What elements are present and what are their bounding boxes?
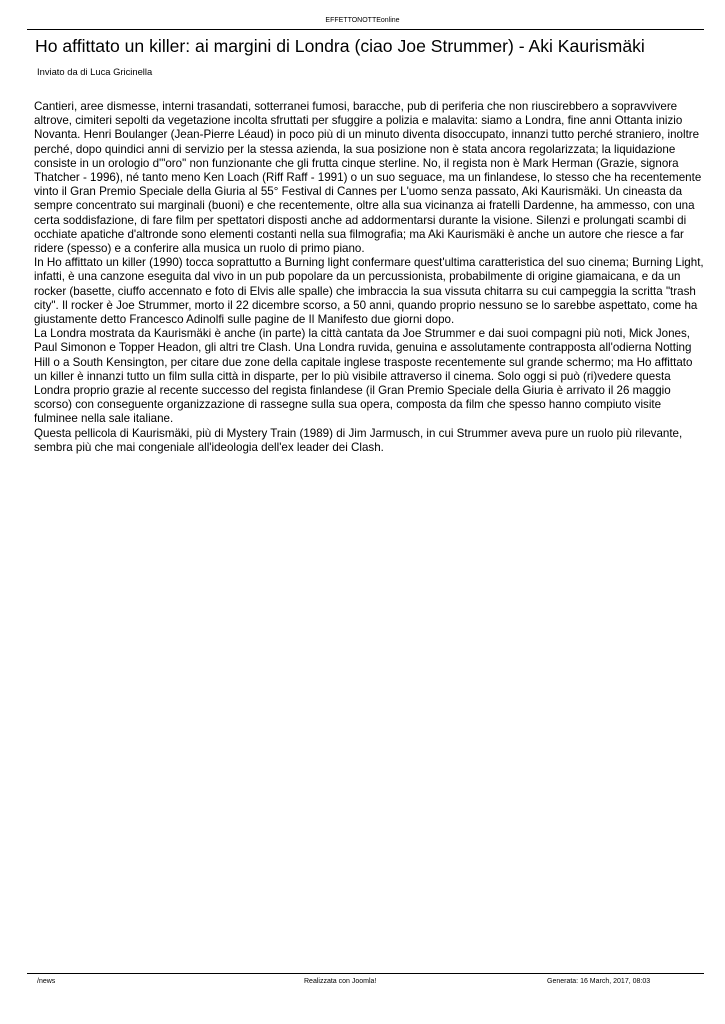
article-title: Ho affittato un killer: ai margini di Londra (ciao Joe Strummer) - Aki Kaurismäki — [35, 36, 645, 56]
site-footer — [0, 977, 725, 987]
footer-divider — [27, 973, 704, 974]
site-name: EFFETTONOTTEonline — [325, 17, 400, 24]
site-header — [0, 16, 725, 25]
footer-generated-date: Generata: 16 March, 2017, 08:03 — [547, 978, 651, 985]
article-paragraph: Cantieri, aree dismesse, interni trasandati, sotterranei fumosi, baracche, pub di periferia che non riuscirebbero a sopravvivere altrove, cimiteri sepolti da vegetazione incolta sfruttati per sfuggire a polizia e malavita: siamo a Londra, fine anni Ottanta inizio Novanta. Henri Boulanger (Jean-Pierre Léaud) in poco più di un minuto diventa disoccupato, innanzi tutto perché straniero, inoltre perché, dopo quindici anni di servizio per la stessa azienda, la sua posizione non è stata ancora regolarizzata; la liquidazione consiste in un orologio d'"oro" non funzionante che gli frutta cinque sterline. No, il regista non è Mark Herman (Grazie, signora Thatcher - 1996), né tanto meno Ken Loach (Riff Raff - 1991) o un suo seguace, ma un finlandese, lo stesso che ha recentemente vinto il Gran Premio Speciale della Giuria al 55° Festival di Cannes per L'uomo senza passato, Aki Kaurismäki. Un cineasta da sempre concentrato sui marginali (buoni) e che recentemente, oltre alla sua vicinanza ai fratelli Dardenne, ha ammesso, con una certa soddisfazione, di fare film per spettatori disposti anche ad addormentarsi durante la visione. Silenzi e prolungati scambi di occhiate apatiche d'altronde sono elementi costanti nella sua filmografia; ma Aki Kaurismäki è anche un autore che riesce a far ridere (spesso) e a conferire alla musica un ruolo di primo piano. — [34, 100, 702, 256]
article-paragraph: In Ho affittato un killer (1990) tocca soprattutto a Burning light confermare quest'ultima caratteristica del suo cinema; Burning Light, infatti, è una canzone eseguita dal vivo in un pub popolare da un percussionista, probabilmente di origine giamaicana, e da un rocker (basette, ciuffo accennato e foto di Elvis alle spalle) che imbraccia la sua vissuta chitarra su cui campeggia la scritta "trash city". Il rocker è Joe Strummer, morto il 22 dicembre scorso, a 50 anni, quando proprio nessuno se lo sarebbe aspettato, come ha giustamente detto Francesco Adinolfi sulle pagine de Il Manifesto due giorni dopo. — [34, 256, 704, 327]
article-paragraph: Questa pellicola di Kaurismäki, più di Mystery Train (1989) di Jim Jarmusch, in cui Strummer aveva pure un ruolo più rilevante, sembra più che mai congeniale all'ideologia dell'ex leader dei Clash. — [34, 426, 683, 454]
footer-path: /news — [37, 978, 56, 985]
header-divider — [27, 29, 704, 30]
article-paragraph: La Londra mostrata da Kaurismäki è anche (in parte) la città cantata da Joe Strummer e dai suoi compagni più noti, Mick Jones, Paul Simonon e Topper Headon, gli altri tre Clash. Una Londra ruvida, genuina e assolutamente contrapposta all'odierna Notting Hill o a South Kensington, per citare due zone della capitale inglese trasposte recentemente sul grande schermo; ma Ho affittato un killer è innanzi tutto un film sulla città in disparte, per lo più visibile attraverso il cinema. Solo oggi si può (ri)vedere questa Londra proprio grazie al recente successo del regista finlandese (il Gran Premio Speciale della Giuria è arrivato il 26 maggio scorso) con conseguente organizzazione di rassegne sulla sua opera, composta da film che spesso hanno compiuto visite fulminee nella sale italiane. — [34, 327, 693, 426]
article-byline: Inviato da di Luca Gricinella — [37, 66, 153, 77]
footer-powered-by: Realizzata con Joomla! — [304, 978, 377, 985]
article-body — [34, 100, 704, 455]
